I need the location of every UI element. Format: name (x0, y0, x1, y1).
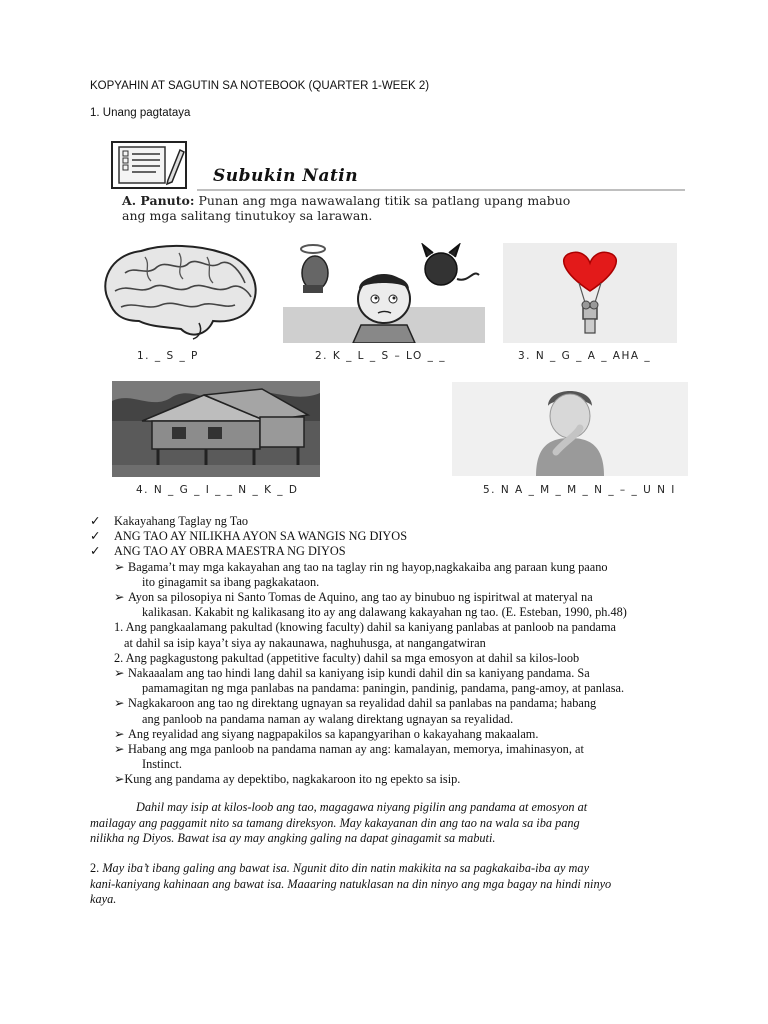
list-item: ➢ Nagkakaroon ang tao ng direktang ugnayan sa reyalidad dahil sa panlabas na pandama; habang ang panloob na pandama naman ay walang direktang ugnayan sa reyalidad. (114, 696, 597, 726)
page-title: KOPYAHIN AT SAGUTIN SA NOTEBOOK (QUARTER 1-WEEK 2) (90, 80, 430, 92)
arrow-bullet-icon: ➢ (114, 559, 125, 574)
thinking-man-image (452, 382, 688, 476)
notebook-pencil-icon (108, 140, 188, 190)
list-item: ➢ Habang ang mga panloob na pandama naman ay ang: kamalayan, memorya, imahinasyon, at Instinct. (114, 742, 584, 772)
caption-2: 2. K _ L _ S – LO _ _ (315, 350, 446, 362)
paragraph-number: 2. (90, 861, 100, 875)
list-item: ➢ Ang reyalidad ang siyang nagpapakilos sa kapangyarihan o kakayahang makaalam. (114, 726, 539, 741)
check-icon: ✓ (90, 514, 101, 528)
arrow-bullet-icon: ➢ (114, 772, 125, 787)
caption-3: 3. N _ G _ A _ AHA _ (518, 350, 652, 362)
arrow-bullet-icon: ➢ (114, 742, 125, 757)
arrow-bullet-icon: ➢ (114, 726, 125, 741)
paragraph-2: 2. May iba’t ibang galing ang bawat isa. Ngunit dito din natin makikita na sa pagkakaiba-iba ay may kani-kaniyang kahinaan ang bawat isa. Maaaring natuklasan na din ninyo ang mga bagay na hindi ninyo kaya. (90, 861, 612, 907)
subukin-title: Subukin Natin (213, 166, 359, 186)
nipa-hut-image (112, 381, 320, 477)
check-icon: ✓ (90, 544, 101, 559)
list-item: ➢ Nakaaalam ang tao hindi lang dahil sa kaniyang isip kundi dahil din sa kaniyang pandama. Sa pamamagitan ng mga panlabas na pandama: paningin, pandinig, pandama, pang-amoy, at panlasa. (114, 666, 625, 696)
list-item: ✓ ANG TAO AY OBRA MAESTRA NG DIYOS (90, 544, 346, 559)
list-item: ➢Kung ang pandama ay depektibo, nagkakaroon ito ng epekto sa isip. (114, 772, 461, 787)
list-item: ➢ Bagama’t may mga kakayahan ang tao na taglay rin ng hayop,nagkakaiba ang paraan kung paano ito ginagamit sa ibang pagkakataon. (114, 559, 608, 589)
list-item: 1. Ang pangkaalamang pakultad (knowing faculty) dahil sa kaniyang panlabas at panloob na pandama at dahil sa isip kaya’t siya ay nakaunawa, naghuhusga, at nangangatwiran (114, 620, 616, 650)
arrow-bullet-icon: ➢ (114, 666, 125, 681)
brain-image (95, 243, 263, 341)
section-label: 1. Unang pagtataya (90, 107, 191, 119)
panuto-line-2: ang mga salitang tinutukoy sa larawan. (122, 208, 373, 223)
list-item: 2. Ang pagkagustong pakultad (appetitive faculty) dahil sa mga emosyon at dahil sa kilos-loob (114, 650, 580, 665)
caption-4: 4. N _ G _ I _ _ N _ K _ D (136, 484, 299, 496)
list-item: ✓ Kakayahang Taglay ng Tao (90, 514, 249, 528)
caption-1: 1. _ S _ P (137, 350, 199, 362)
arrow-bullet-icon: ➢ (114, 590, 125, 605)
list-item: ➢ Ayon sa pilosopiya ni Santo Tomas de Aquino, ang tao ay binubuo ng ispiritwal at materyal na kalikasan. Kakabit ng kalikasang ito ay ang dalawang kakayahan ng tao. (E. Esteban, 1990, ph.48) (114, 590, 627, 620)
panuto-line-1: Punan ang mga nawawalang titik sa patlang upang mabuo (198, 193, 571, 208)
panuto-label: A. Panuto: (122, 193, 195, 208)
list-item: ✓ ANG TAO AY NILIKHA AYON SA WANGIS NG DIYOS (90, 529, 408, 544)
instructions (122, 193, 692, 223)
heart-balloon-image (503, 243, 677, 343)
check-icon: ✓ (90, 529, 101, 544)
notes-list (90, 514, 710, 788)
title-divider (197, 189, 685, 191)
caption-5: 5. N A _ M _ M _ N _ – _ U N I (483, 484, 676, 496)
paragraph-1: Dahil may isip at kilos-loob ang tao, magagawa niyang pigilin ang pandama at emosyon at mailagay ang paggamit nito sa tamang direksyon. May kakayanan din ang tao na wala sa iba pang nilikha ng Diyos. Bawat isa ay may angking galing na dapat ginagamit sa mabuti. (90, 800, 588, 846)
angel-devil-image (283, 243, 485, 343)
arrow-bullet-icon: ➢ (114, 696, 125, 711)
